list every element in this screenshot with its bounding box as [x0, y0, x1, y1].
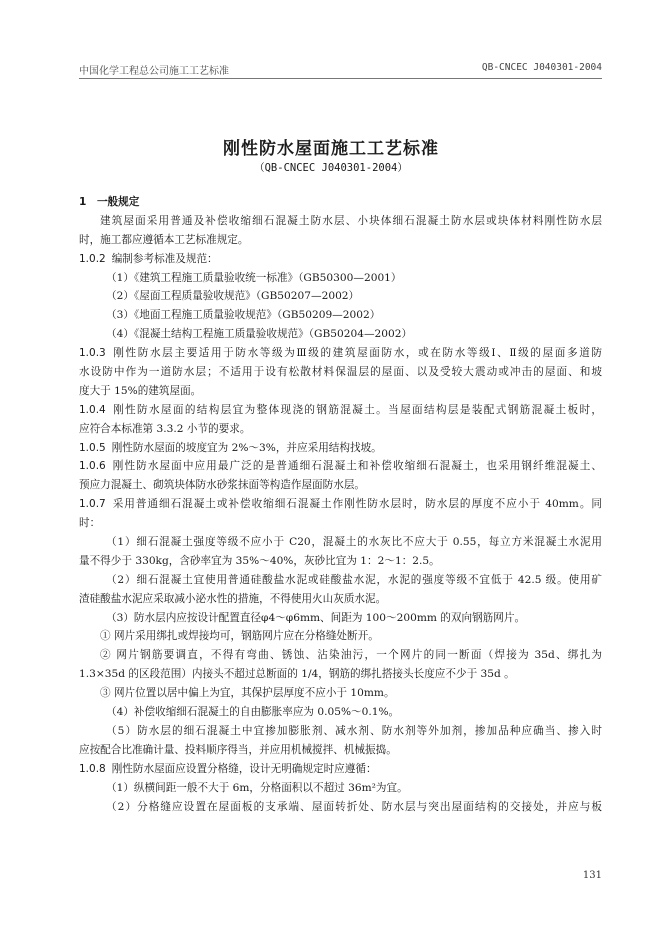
line-text: （3）防水层内应按设计配置直径φ4～φ6mm、间距为 100～200mm 的双向钢筋网片。 [106, 611, 526, 624]
text-line [79, 779, 602, 798]
text-line [79, 627, 602, 646]
text-line [79, 760, 602, 779]
line-text: 采用普通细石混凝土或补偿收缩细石混凝土作刚性防水层时，防水层的厚度不应小于 40mm。同 [111, 498, 602, 511]
line-text: 刚性防水层主要适用于防水等级为Ⅲ级的建筑屋面防水，或在防水等级Ⅰ、Ⅱ级的屋面多道防 [111, 347, 602, 360]
clause-number: 1.0.5 [79, 441, 106, 454]
text-line [79, 363, 602, 382]
text-line [79, 344, 602, 363]
line-text: （1）纵横间距一般不大于 6m，分格面积以不超过 36m²为宜。 [106, 781, 408, 794]
text-line [79, 646, 602, 665]
text-line [79, 325, 602, 344]
line-text: ③ 网片位置以居中偏上为宜，其保护层厚度不应小于 10mm。 [100, 687, 395, 700]
text-line [79, 401, 602, 420]
line-text: （1）《建筑工程施工质量验收统一标准》（GB50300—2001） [106, 271, 402, 284]
line-text: 建筑屋面采用普通及补偿收缩细石混凝土防水层、小块体细石混凝土防水层或块体材料刚性防水层 [100, 214, 602, 227]
line-text: （4）补偿收缩细石混凝土的自由膨胀率应为 0.05%～0.1%。 [106, 706, 400, 719]
line-text: （3）《地面工程施工质量验收规范》（GB50209—2002） [106, 309, 381, 322]
line-text: ① 网片采用绑扎或焊接均可，钢筋网片应在分格缝处断开。 [100, 630, 379, 643]
line-text: （2）《屋面工程质量验收规范》（GB50207—2002） [106, 290, 360, 303]
text-line [79, 722, 602, 741]
text-line [79, 684, 602, 703]
line-text: 应按配合比准确计量、投料顺序得当，并应用机械搅拌、机械振捣。 [79, 743, 397, 756]
text-line [79, 457, 602, 476]
text-line [79, 306, 602, 325]
document-title: 刚性防水屋面施工工艺标准 [223, 139, 439, 159]
text-line [79, 382, 602, 401]
line-text: 刚性防水屋面应设置分格缝，设计无明确规定时应遵循： [111, 762, 377, 775]
line-text: 编制参考标准及规范： [111, 252, 218, 265]
line-text: 时： [79, 517, 101, 530]
text-line [79, 212, 602, 231]
page-number: 131 [582, 870, 602, 881]
text-line [79, 703, 602, 722]
text-line [79, 533, 602, 552]
page-header [79, 60, 602, 79]
line-text: 预应力混凝土、砌筑块体防水砂浆抹面等构造作屋面防水层。 [79, 479, 366, 492]
line-text: 时，施工都应遵循本工艺标准规定。 [79, 233, 249, 246]
text-line [79, 665, 602, 684]
section-heading [79, 193, 602, 212]
text-line [79, 439, 602, 458]
text-line [79, 741, 602, 760]
document-body [79, 193, 602, 816]
text-line [79, 590, 602, 609]
text-line [79, 798, 602, 817]
text-line [79, 571, 602, 590]
text-line [79, 476, 602, 495]
text-line [79, 420, 602, 439]
line-text: 应符合本标准第 3.3.2 小节的要求。 [79, 422, 251, 435]
header-code: QB-CNCEC J040301-2004 [481, 62, 602, 73]
line-text: ② 网片钢筋要调直，不得有弯曲、锈蚀、沾染油污，一个网片的同一断面（焊接为 35d、绑扎为 [100, 649, 602, 662]
clause-number: 1.0.4 [79, 403, 106, 416]
line-text: （2）细石混凝土宜使用普通硅酸盐水泥或硅酸盐水泥，水泥的强度等级不宜低于 42.5 级。使用矿 [106, 573, 602, 586]
document-code: （QB-CNCEC J040301-2004） [254, 162, 408, 174]
header-org: 中国化学工程总公司施工工艺标准 [79, 66, 229, 77]
line-text: 刚性防水屋面的结构层宜为整体现浇的钢筋混凝土。当屋面结构层是装配式钢筋混凝土板时， [111, 403, 602, 416]
clause-number: 1.0.7 [79, 498, 106, 511]
text-line [79, 287, 602, 306]
text-line [79, 269, 602, 288]
line-text: 1.3×35d 的区段范围）内接头不超过总断面的 1/4，钢筋的绑扎搭接头长度应不少于 35d 。 [79, 668, 515, 681]
clause-number: 1.0.8 [79, 762, 106, 775]
line-text: 刚性防水屋面中应用最广泛的是普通细石混凝土和补偿收缩细石混凝土，也采用钢纤维混凝土、 [111, 460, 602, 473]
line-text: 渣硅酸盐水泥应采取减小泌水性的措施，不得使用火山灰质水泥。 [79, 592, 387, 605]
line-text: 量不得少于 330kg，含砂率宜为 35%～40%，灰砂比宜为 1：2～1：2.5。 [79, 554, 440, 567]
text-line [79, 250, 602, 269]
clause-number: 1.0.3 [79, 347, 106, 360]
line-text: 水设防中作为一道防水层；不适用于设有松散材料保温层的屋面、以及受较大震动或冲击的屋面、和坡 [79, 366, 602, 379]
text-line [79, 514, 602, 533]
text-line [79, 609, 602, 628]
line-text: 刚性防水屋面的坡度宜为 2%～3%，并应采用结构找坡。 [111, 441, 382, 454]
text-line [79, 495, 602, 514]
line-text: （5）防水层的细石混凝土中宜掺加膨胀剂、减水剂、防水剂等外加剂，掺加品种应确当、掺入时 [106, 724, 602, 737]
text-line [79, 231, 602, 250]
line-text: 度大于 15%的建筑屋面。 [79, 384, 202, 397]
text-line [79, 552, 602, 571]
line-text: 1 一般规定 [79, 196, 140, 208]
clause-number: 1.0.2 [79, 252, 106, 265]
line-text: （4）《混凝土结构工程施工质量验收规范》（GB50204—2002） [106, 328, 413, 341]
clause-number: 1.0.6 [79, 460, 106, 473]
line-text: （2）分格缝应设置在屋面板的支承端、屋面转折处、防水层与突出屋面结构的交接处，并应与板 [106, 800, 602, 813]
line-text: （1）细石混凝土强度等级不应小于 C20，混凝土的水灰比不应大于 0.55，每立方米混凝土水泥用 [106, 536, 602, 549]
